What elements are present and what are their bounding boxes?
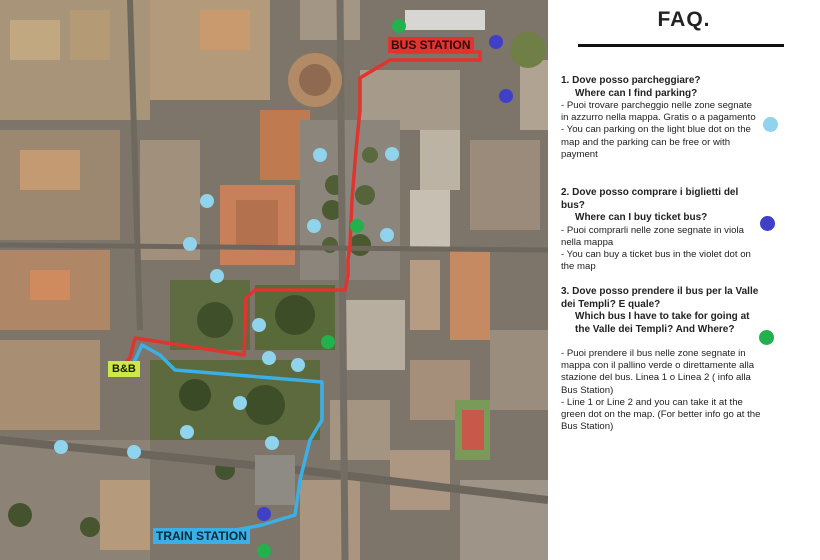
faq-answer-en: - Line 1 or Line 2 and you can take it at the green dot on the map. (For better info go at the Bus Station): [561, 396, 761, 433]
faq-question: 3. Dove posso prendere il bus per la Valle dei Templi? E quale?: [561, 286, 759, 310]
parking-dot[interactable]: [262, 351, 276, 365]
parking-dot[interactable]: [200, 194, 214, 208]
bus-stop-dot[interactable]: [321, 335, 335, 349]
parking-dot[interactable]: [233, 396, 247, 410]
ticket-legend-dot: [760, 216, 775, 231]
parking-dot[interactable]: [291, 358, 305, 372]
parking-legend-dot: [763, 117, 778, 132]
parking-dot[interactable]: [313, 148, 327, 162]
train-station-label: TRAIN STATION: [153, 528, 250, 544]
ticket-dot[interactable]: [499, 89, 513, 103]
bb-label: B&B: [108, 361, 140, 377]
faq-answer-it: - Puoi prendere il bus nelle zone segnate in mappa con il pallino verde o direttamente alla stazione del bus. Linea 1 o Linea 2 ( info alla Bus Station): [561, 348, 755, 396]
faq-divider: [578, 44, 784, 47]
bus-stop-dot[interactable]: [257, 544, 271, 558]
parking-dot[interactable]: [380, 228, 394, 242]
faq-question-en: Where can I find parking?: [575, 87, 698, 99]
parking-dot[interactable]: [180, 425, 194, 439]
parking-dot[interactable]: [210, 269, 224, 283]
faq-item-bus: [561, 286, 761, 433]
faq-answer-it: - Puoi comprarli nelle zone segnate in viola nella mappa: [561, 224, 744, 248]
ticket-dot[interactable]: [489, 35, 503, 49]
parking-dot[interactable]: [307, 219, 321, 233]
parking-dot[interactable]: [127, 445, 141, 459]
parking-dot[interactable]: [385, 147, 399, 161]
parking-dot[interactable]: [252, 318, 266, 332]
faq-item-parking: [561, 75, 761, 161]
parking-dot[interactable]: [54, 440, 68, 454]
bus-stop-legend-dot: [759, 330, 774, 345]
parking-dot[interactable]: [265, 436, 279, 450]
bus-stop-dot[interactable]: [392, 19, 406, 33]
faq-question: 1. Dove posso parcheggiare?: [561, 75, 701, 86]
faq-answer-en: - You can buy a ticket bus in the violet dot on the map: [561, 248, 751, 273]
faq-panel: [548, 0, 820, 560]
faq-answer-en: - You can parking on the light blue dot on the map and the parking can be free or with payment: [561, 124, 751, 160]
faq-question: 2. Dove posso comprare i biglietti del bus?: [561, 187, 739, 211]
bus-station-label: BUS STATION: [388, 37, 474, 53]
faq-question-en: Where can I buy ticket bus?: [575, 212, 708, 223]
faq-title: FAQ.: [657, 8, 711, 31]
arena-building: [288, 53, 342, 107]
bus-stop-dot[interactable]: [350, 219, 364, 233]
parking-dot[interactable]: [183, 237, 197, 251]
faq-question-en: Which bus I have to take for going at the Valle dei Templi? And Where?: [575, 311, 750, 335]
faq-answer-it: - Puoi trovare parcheggio nelle zone segnate in azzurro nella mappa. Gratis o a pagamento: [561, 100, 756, 124]
ticket-dot[interactable]: [257, 507, 271, 521]
faq-item-tickets: [561, 187, 761, 273]
